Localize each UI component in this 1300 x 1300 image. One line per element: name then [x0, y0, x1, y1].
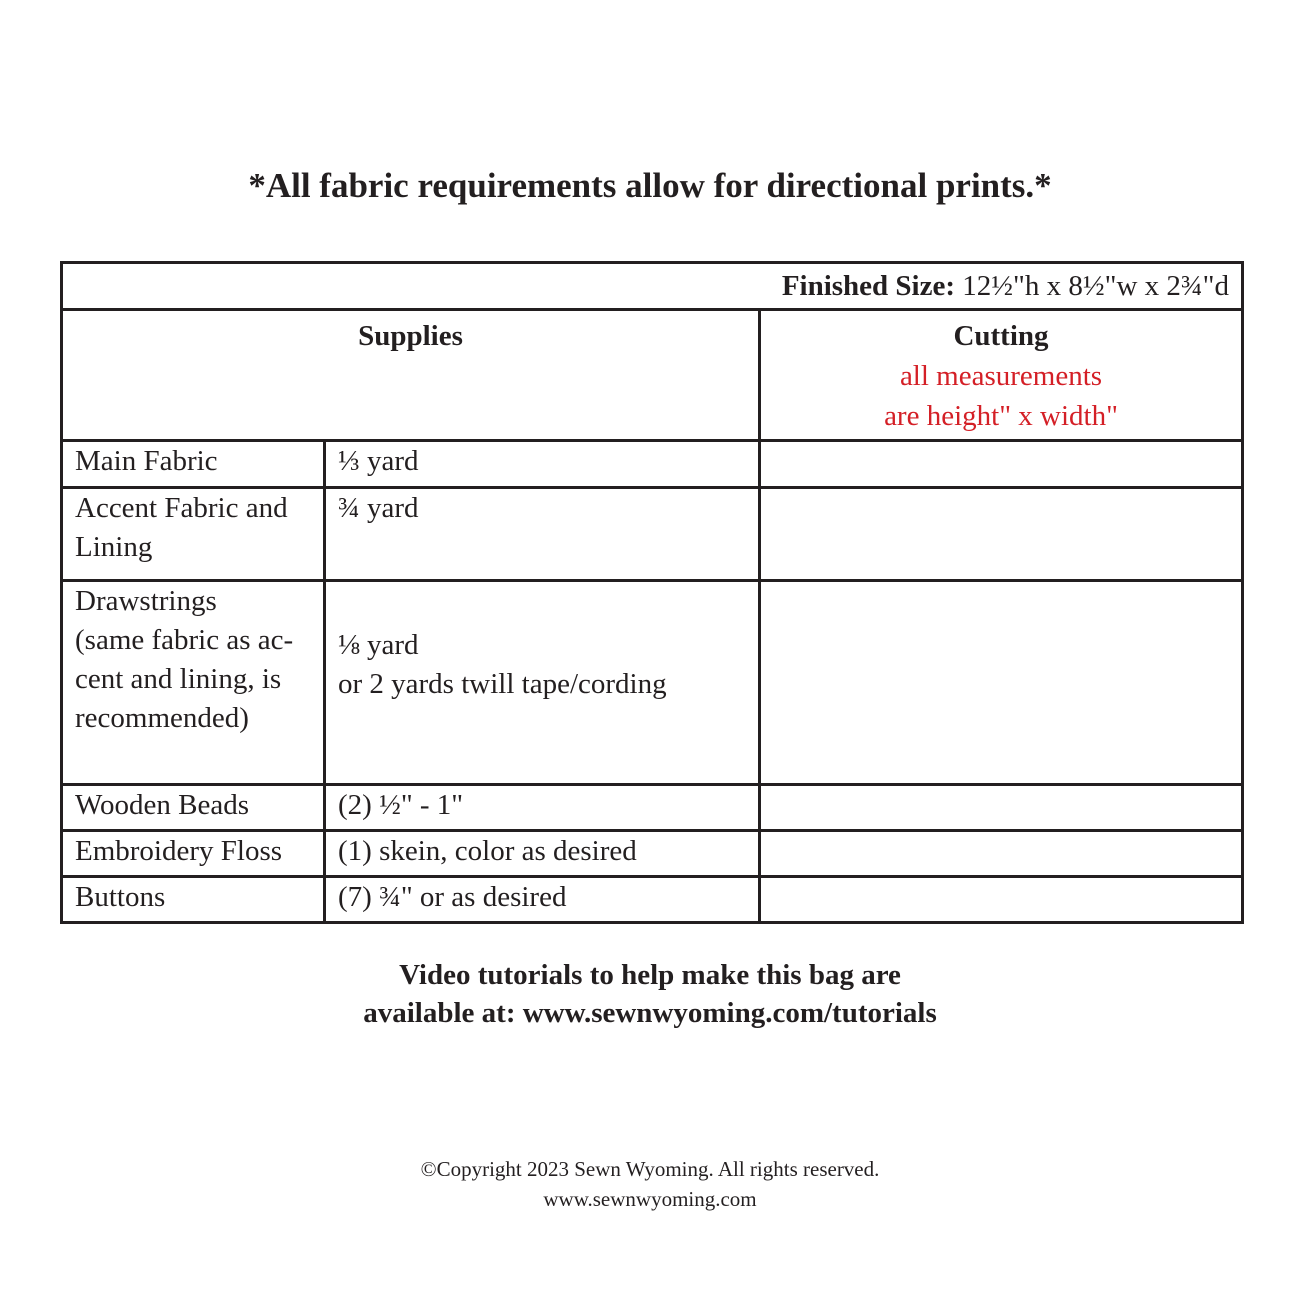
item-label: Drawstrings — [75, 585, 217, 617]
item-label: Accent Fabric and — [75, 492, 288, 524]
website-link[interactable]: www.sewnwyoming.com — [543, 1187, 757, 1211]
item-label: cent and lining, is — [75, 663, 282, 695]
quantity-cell — [325, 785, 760, 831]
item-label: Buttons — [75, 881, 166, 913]
item-label: Lining — [75, 531, 153, 563]
cutting-cell — [760, 831, 1243, 877]
quantity-value: ⅛ yard — [338, 629, 419, 661]
finished-size-label: Finished Size: — [781, 269, 956, 302]
item-cell — [62, 441, 325, 488]
quantity-cell — [325, 441, 760, 488]
item-label: Main Fabric — [75, 445, 218, 477]
table-row — [62, 581, 1243, 785]
quantity-value: ⅓ yard — [338, 445, 419, 477]
item-cell — [62, 785, 325, 831]
tutorial-note — [0, 956, 1300, 1032]
item-cell — [62, 831, 325, 877]
item-cell — [62, 877, 325, 923]
table-row — [62, 877, 1243, 923]
quantity-cell — [325, 488, 760, 581]
cutting-cell — [760, 488, 1243, 581]
cutting-cell — [760, 785, 1243, 831]
quantity-value: (1) skein, color as desired — [338, 835, 637, 867]
quantity-cell — [325, 581, 760, 785]
table-row — [62, 441, 1243, 488]
table-row — [62, 488, 1243, 581]
quantity-cell — [325, 831, 760, 877]
tutorial-line1: Video tutorials to help make this bag are — [399, 959, 901, 991]
cutting-header — [760, 310, 1243, 441]
quantity-cell — [325, 877, 760, 923]
supplies-cutting-table — [60, 261, 1244, 924]
cutting-cell — [760, 581, 1243, 785]
page-heading: *All fabric requirements allow for directional prints.* — [248, 166, 1052, 205]
table-row — [62, 785, 1243, 831]
finished-size-row — [62, 263, 1243, 310]
quantity-value: or 2 yards twill tape/cording — [338, 668, 667, 700]
cutting-note-line1: all measurements — [899, 360, 1103, 392]
item-label: (same fabric as ac- — [75, 624, 294, 656]
quantity-value: (7) ¾" or as desired — [338, 881, 567, 913]
quantity-value: ¾ yard — [338, 492, 419, 524]
copyright-line: ©Copyright 2023 Sewn Wyoming. All rights reserved. — [420, 1157, 880, 1181]
supplies-header-label: Supplies — [358, 320, 463, 352]
copyright-block — [0, 1154, 1300, 1214]
tutorial-line2[interactable]: available at: www.sewnwyoming.com/tutorials — [363, 997, 937, 1029]
item-cell — [62, 581, 325, 785]
item-label: recommended) — [75, 702, 249, 734]
cutting-cell — [760, 441, 1243, 488]
column-header-row — [62, 310, 1243, 441]
cutting-note-line2: are height" x width" — [884, 400, 1118, 432]
cutting-cell — [760, 877, 1243, 923]
quantity-value: (2) ½" - 1" — [338, 789, 464, 821]
item-cell — [62, 488, 325, 581]
item-label: Embroidery Floss — [75, 835, 283, 867]
supplies-header — [62, 310, 760, 441]
cutting-header-label: Cutting — [953, 320, 1049, 352]
finished-size-value: 12½"h x 8½"w x 2¾"d — [955, 269, 1229, 302]
table-row — [62, 831, 1243, 877]
item-label: Wooden Beads — [75, 789, 250, 821]
finished-size-cell — [62, 263, 1243, 310]
